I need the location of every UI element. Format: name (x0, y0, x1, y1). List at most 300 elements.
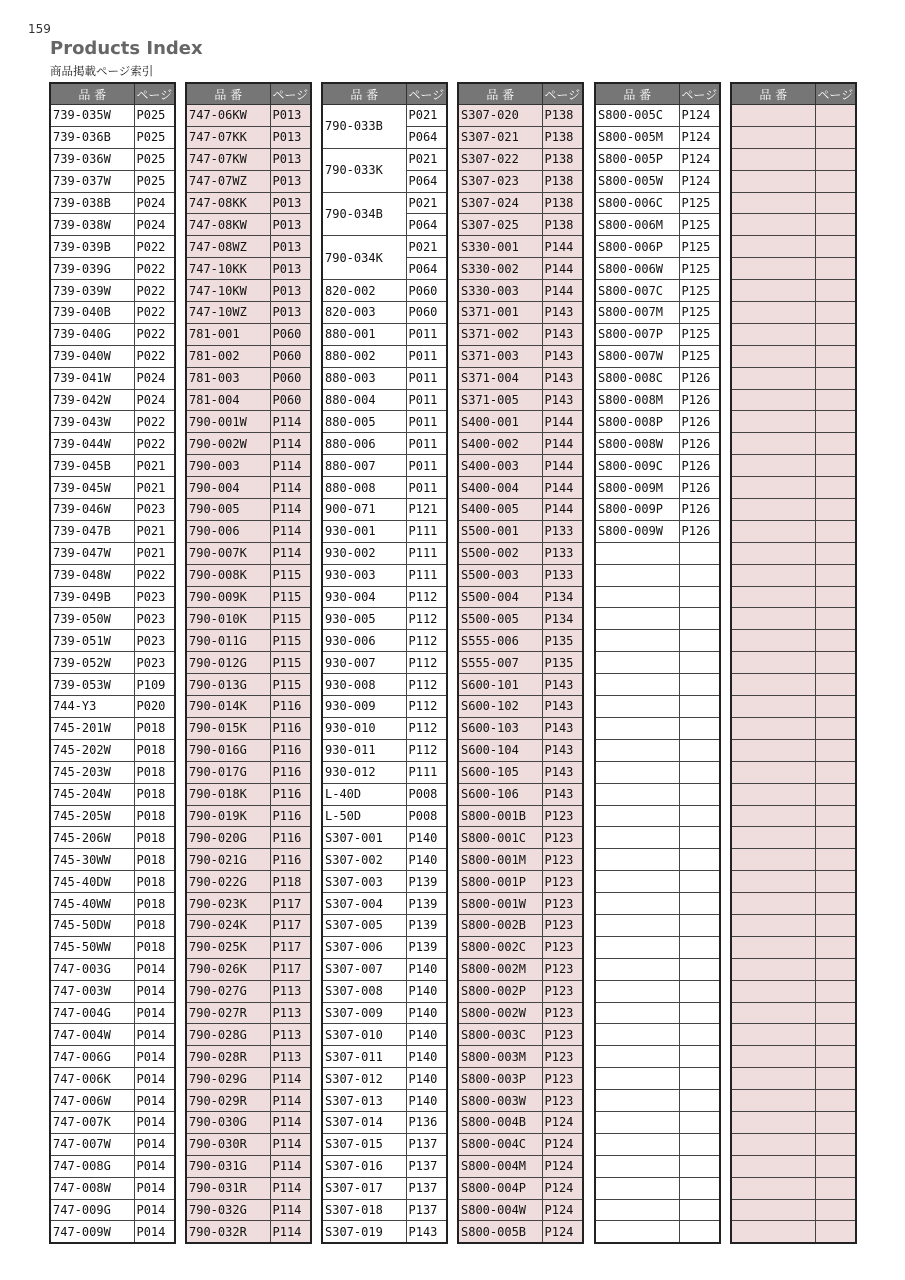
table-row (186, 1177, 311, 1199)
empty-page-cell (679, 761, 720, 783)
product-code-cell: 790-011G (186, 630, 270, 652)
product-code-cell: 747-008W (50, 1177, 134, 1199)
product-code-cell: 790-006 (186, 520, 270, 542)
table-row (731, 542, 856, 564)
table-row (322, 586, 447, 608)
table-row (731, 105, 856, 127)
page-ref-cell: P116 (270, 717, 311, 739)
product-code-cell: 790-008K (186, 564, 270, 586)
table-row (595, 805, 720, 827)
empty-page-cell (679, 1090, 720, 1112)
table-row (186, 1199, 311, 1221)
product-code-cell: S500-003 (458, 564, 542, 586)
table-row (50, 1090, 175, 1112)
empty-page-cell (815, 1221, 856, 1243)
product-code-cell: S555-006 (458, 630, 542, 652)
product-code-cell: 790-028G (186, 1024, 270, 1046)
page-ref-cell: P125 (679, 302, 720, 324)
empty-code-cell (595, 914, 679, 936)
table-row (186, 1068, 311, 1090)
table-row (595, 696, 720, 718)
table-row (731, 1002, 856, 1024)
empty-page-cell (679, 674, 720, 696)
page-ref-cell: P123 (542, 849, 583, 871)
table-row (458, 893, 583, 915)
page-ref-cell: P125 (679, 236, 720, 258)
empty-code-cell (731, 214, 815, 236)
empty-page-cell (679, 893, 720, 915)
product-code-cell: 930-001 (322, 520, 406, 542)
table-row (186, 586, 311, 608)
table-row (186, 958, 311, 980)
table-row (186, 455, 311, 477)
table-row (731, 827, 856, 849)
empty-page-cell (679, 652, 720, 674)
empty-page-cell (815, 630, 856, 652)
page-ref-cell: P112 (406, 674, 447, 696)
page-ref-cell: P018 (134, 783, 175, 805)
table-row (186, 608, 311, 630)
page-ref-cell: P014 (134, 1221, 175, 1243)
table-row (50, 1155, 175, 1177)
page-ref-cell: P013 (270, 214, 311, 236)
table-row (186, 1133, 311, 1155)
empty-page-cell (679, 739, 720, 761)
table-row (186, 849, 311, 871)
empty-code-cell (731, 1177, 815, 1199)
table-row (458, 433, 583, 455)
product-code-cell: 880-001 (322, 323, 406, 345)
table-row (50, 1024, 175, 1046)
table-row (186, 761, 311, 783)
page-ref-cell: P138 (542, 170, 583, 192)
index-table-6 (730, 82, 857, 1244)
page-ref-cell: P022 (134, 258, 175, 280)
table-row (186, 1090, 311, 1112)
product-code-cell: 790-033K (322, 148, 406, 192)
table-row (458, 258, 583, 280)
page-ref-cell: P144 (542, 455, 583, 477)
table-row (186, 323, 311, 345)
product-code-cell: S800-004B (458, 1111, 542, 1133)
table-row (731, 477, 856, 499)
product-code-cell: S800-002P (458, 980, 542, 1002)
page-ref-cell: P022 (134, 433, 175, 455)
table-row (458, 936, 583, 958)
empty-page-cell (679, 827, 720, 849)
page-ref-cell: P021 (406, 236, 447, 258)
table-row (731, 652, 856, 674)
empty-page-cell (679, 564, 720, 586)
empty-code-cell (595, 871, 679, 893)
table-row (595, 389, 720, 411)
empty-page-cell (815, 914, 856, 936)
empty-code-cell (731, 499, 815, 521)
product-code-cell: S800-009W (595, 520, 679, 542)
table-row (595, 323, 720, 345)
product-code-cell: 790-010K (186, 608, 270, 630)
page-ref-cell: P126 (679, 411, 720, 433)
page-ref-cell: P112 (406, 652, 447, 674)
product-code-cell: 745-50WW (50, 936, 134, 958)
table-row (50, 1177, 175, 1199)
page-ref-cell: P144 (542, 477, 583, 499)
product-code-cell: S800-002C (458, 936, 542, 958)
table-row (458, 455, 583, 477)
empty-code-cell (595, 1046, 679, 1068)
page-ref-cell: P014 (134, 980, 175, 1002)
table-row (322, 236, 447, 258)
product-code-cell: 880-002 (322, 345, 406, 367)
table-row (458, 652, 583, 674)
page-ref-cell: P011 (406, 411, 447, 433)
table-row (458, 871, 583, 893)
page-ref-cell: P116 (270, 783, 311, 805)
product-code-cell: 790-030G (186, 1111, 270, 1133)
page-ref-cell: P124 (542, 1177, 583, 1199)
product-code-cell: S800-003P (458, 1068, 542, 1090)
table-row (50, 280, 175, 302)
empty-page-cell (815, 1002, 856, 1024)
product-code-cell: 747-006K (50, 1068, 134, 1090)
product-code-cell: 739-037W (50, 170, 134, 192)
product-code-cell: 790-022G (186, 871, 270, 893)
table-row (731, 586, 856, 608)
table-row (731, 192, 856, 214)
page-ref-cell: P139 (406, 914, 447, 936)
product-code-cell: 790-031G (186, 1155, 270, 1177)
empty-page-cell (815, 564, 856, 586)
product-code-cell: S307-009 (322, 1002, 406, 1024)
product-code-cell: S800-004C (458, 1133, 542, 1155)
table-row (731, 455, 856, 477)
table-row (595, 1024, 720, 1046)
page-ref-cell: P139 (406, 871, 447, 893)
empty-code-cell (595, 849, 679, 871)
product-code-cell: S800-005C (595, 105, 679, 127)
page-ref-cell: P113 (270, 980, 311, 1002)
empty-code-cell (731, 761, 815, 783)
page-ref-cell: P144 (542, 280, 583, 302)
page-ref-cell: P114 (270, 1090, 311, 1112)
empty-code-cell (731, 827, 815, 849)
empty-page-cell (815, 520, 856, 542)
empty-page-cell (815, 258, 856, 280)
empty-page-cell (679, 1199, 720, 1221)
table-row (595, 1111, 720, 1133)
empty-code-cell (595, 1111, 679, 1133)
table-row (322, 345, 447, 367)
empty-page-cell (815, 827, 856, 849)
table-row (458, 1133, 583, 1155)
page-ref-cell: P024 (134, 367, 175, 389)
table-row (186, 1024, 311, 1046)
page-ref-cell: P014 (134, 958, 175, 980)
table-row (458, 367, 583, 389)
product-code-cell: S800-001B (458, 805, 542, 827)
table-row (595, 192, 720, 214)
table-row (186, 499, 311, 521)
product-code-cell: S800-008P (595, 411, 679, 433)
table-row (595, 1090, 720, 1112)
page-ref-cell: P125 (679, 214, 720, 236)
page-ref-cell: P014 (134, 1111, 175, 1133)
empty-page-cell (815, 105, 856, 127)
page-ref-cell: P144 (542, 258, 583, 280)
table-row (50, 980, 175, 1002)
table-row (322, 564, 447, 586)
empty-page-cell (815, 1155, 856, 1177)
product-code-cell: 747-007K (50, 1111, 134, 1133)
table-row (322, 958, 447, 980)
product-code-cell: 739-048W (50, 564, 134, 586)
table-row (731, 783, 856, 805)
table-row (595, 1177, 720, 1199)
table-row (186, 477, 311, 499)
product-code-cell: 930-012 (322, 761, 406, 783)
page-ref-cell: P124 (542, 1221, 583, 1243)
table-row (322, 1046, 447, 1068)
table-row (50, 1111, 175, 1133)
product-code-cell: 747-006W (50, 1090, 134, 1112)
product-code-cell: S600-106 (458, 783, 542, 805)
empty-code-cell (731, 236, 815, 258)
page-ref-cell: P143 (542, 739, 583, 761)
table-row (595, 1155, 720, 1177)
empty-code-cell (595, 827, 679, 849)
table-row (50, 849, 175, 871)
product-code-cell: 790-027G (186, 980, 270, 1002)
table-row (595, 936, 720, 958)
product-code-cell: S307-005 (322, 914, 406, 936)
table-row (322, 1068, 447, 1090)
table-row (186, 783, 311, 805)
table-row (731, 345, 856, 367)
product-code-cell: S800-001W (458, 893, 542, 915)
product-code-cell: S600-101 (458, 674, 542, 696)
table-row (50, 170, 175, 192)
product-code-cell: S330-001 (458, 236, 542, 258)
header-page: ページ (134, 83, 175, 105)
table-row (595, 586, 720, 608)
product-code-cell: 790-009K (186, 586, 270, 608)
product-code-cell: S500-005 (458, 608, 542, 630)
empty-page-cell (679, 1111, 720, 1133)
table-row (50, 564, 175, 586)
product-code-cell: 745-202W (50, 739, 134, 761)
empty-page-cell (679, 1024, 720, 1046)
product-code-cell: 790-004 (186, 477, 270, 499)
page-ref-cell: P022 (134, 236, 175, 258)
empty-code-cell (595, 1199, 679, 1221)
empty-page-cell (815, 893, 856, 915)
product-code-cell: S307-007 (322, 958, 406, 980)
empty-code-cell (731, 477, 815, 499)
empty-page-cell (815, 1177, 856, 1199)
table-row (458, 761, 583, 783)
page-ref-cell: P114 (270, 1221, 311, 1243)
product-code-cell: S307-002 (322, 849, 406, 871)
product-code-cell: 739-040B (50, 302, 134, 324)
product-code-cell: 880-004 (322, 389, 406, 411)
table-row (595, 674, 720, 696)
table-row (731, 739, 856, 761)
page-ref-cell: P022 (134, 323, 175, 345)
table-row (50, 783, 175, 805)
table-row (186, 805, 311, 827)
table-row (731, 674, 856, 696)
table-row (731, 630, 856, 652)
page-ref-cell: P014 (134, 1155, 175, 1177)
product-code-cell: S800-008M (595, 389, 679, 411)
page-ref-cell: P123 (542, 1024, 583, 1046)
table-row (322, 1002, 447, 1024)
table-row (322, 192, 447, 214)
page-ref-cell: P124 (542, 1133, 583, 1155)
empty-page-cell (815, 477, 856, 499)
empty-code-cell (731, 849, 815, 871)
product-code-cell: 790-017G (186, 761, 270, 783)
empty-page-cell (815, 214, 856, 236)
table-row (731, 367, 856, 389)
table-row (595, 1046, 720, 1068)
table-row (50, 652, 175, 674)
product-code-cell: 790-001W (186, 411, 270, 433)
page-ref-cell: P064 (406, 258, 447, 280)
empty-page-cell (815, 717, 856, 739)
empty-code-cell (595, 893, 679, 915)
table-row (186, 871, 311, 893)
page-ref-cell: P139 (406, 893, 447, 915)
page-ref-cell: P113 (270, 1024, 311, 1046)
table-row (731, 1090, 856, 1112)
page-ref-cell: P014 (134, 1046, 175, 1068)
product-code-cell: S307-010 (322, 1024, 406, 1046)
product-code-cell: 790-030R (186, 1133, 270, 1155)
table-row (186, 258, 311, 280)
page-ref-cell: P111 (406, 564, 447, 586)
header-page: ページ (815, 83, 856, 105)
table-row (322, 761, 447, 783)
empty-page-cell (679, 849, 720, 871)
page-ref-cell: P014 (134, 1177, 175, 1199)
product-code-cell: 739-050W (50, 608, 134, 630)
product-code-cell: S307-023 (458, 170, 542, 192)
empty-code-cell (731, 739, 815, 761)
page-ref-cell: P126 (679, 455, 720, 477)
page-ref-cell: P014 (134, 1002, 175, 1024)
empty-page-cell (815, 586, 856, 608)
page-ref-cell: P124 (679, 105, 720, 127)
table-row (595, 477, 720, 499)
product-code-cell: S600-102 (458, 696, 542, 718)
product-code-cell: 930-009 (322, 696, 406, 718)
page-ref-cell: P125 (679, 280, 720, 302)
page-ref-cell: P023 (134, 652, 175, 674)
empty-page-cell (679, 696, 720, 718)
product-code-cell: S800-001C (458, 827, 542, 849)
page-ref-cell: P144 (542, 433, 583, 455)
page-ref-cell: P018 (134, 805, 175, 827)
page-number: 159 (28, 22, 51, 36)
table-row (186, 827, 311, 849)
product-code-cell: S800-007C (595, 280, 679, 302)
table-row (50, 893, 175, 915)
product-code-cell: S800-006C (595, 192, 679, 214)
table-row (595, 827, 720, 849)
page-ref-cell: P025 (134, 105, 175, 127)
page-ref-cell: P143 (406, 1221, 447, 1243)
page-ref-cell: P124 (542, 1199, 583, 1221)
table-row (322, 783, 447, 805)
table-row (458, 630, 583, 652)
product-code-cell: 790-005 (186, 499, 270, 521)
table-row (595, 1133, 720, 1155)
table-row (458, 1155, 583, 1177)
page-ref-cell: P013 (270, 170, 311, 192)
page-ref-cell: P021 (134, 542, 175, 564)
page-ref-cell: P114 (270, 499, 311, 521)
product-code-cell: 745-206W (50, 827, 134, 849)
empty-code-cell (731, 1155, 815, 1177)
product-code-cell: 745-203W (50, 761, 134, 783)
product-code-cell: S371-003 (458, 345, 542, 367)
page-ref-cell: P112 (406, 696, 447, 718)
table-row (322, 1155, 447, 1177)
empty-code-cell (731, 367, 815, 389)
product-code-cell: 745-40WW (50, 893, 134, 915)
table-row (458, 170, 583, 192)
product-code-cell: S307-020 (458, 105, 542, 127)
empty-code-cell (731, 958, 815, 980)
page-ref-cell: P064 (406, 214, 447, 236)
product-code-cell: 790-012G (186, 652, 270, 674)
table-row (322, 1111, 447, 1133)
table-row (322, 542, 447, 564)
table-row (595, 236, 720, 258)
empty-code-cell (731, 1002, 815, 1024)
table-row (458, 214, 583, 236)
table-row (322, 367, 447, 389)
empty-page-cell (815, 411, 856, 433)
product-code-cell: L-40D (322, 783, 406, 805)
table-row (731, 849, 856, 871)
page-ref-cell: P018 (134, 827, 175, 849)
empty-page-cell (815, 542, 856, 564)
table-row (50, 411, 175, 433)
product-code-cell: 790-007K (186, 542, 270, 564)
page-ref-cell: P018 (134, 761, 175, 783)
product-code-cell: S800-007W (595, 345, 679, 367)
table-row (458, 1046, 583, 1068)
table-row (595, 345, 720, 367)
table-row (50, 389, 175, 411)
page-ref-cell: P013 (270, 258, 311, 280)
page-ref-cell: P022 (134, 345, 175, 367)
page-ref-cell: P011 (406, 323, 447, 345)
empty-code-cell (595, 1024, 679, 1046)
page-ref-cell: P116 (270, 805, 311, 827)
table-row (595, 980, 720, 1002)
page-ref-cell: P023 (134, 586, 175, 608)
product-code-cell: 790-032R (186, 1221, 270, 1243)
table-row (186, 1155, 311, 1177)
page-ref-cell: P143 (542, 761, 583, 783)
empty-code-cell (595, 630, 679, 652)
table-row (322, 652, 447, 674)
empty-page-cell (679, 608, 720, 630)
empty-code-cell (731, 805, 815, 827)
